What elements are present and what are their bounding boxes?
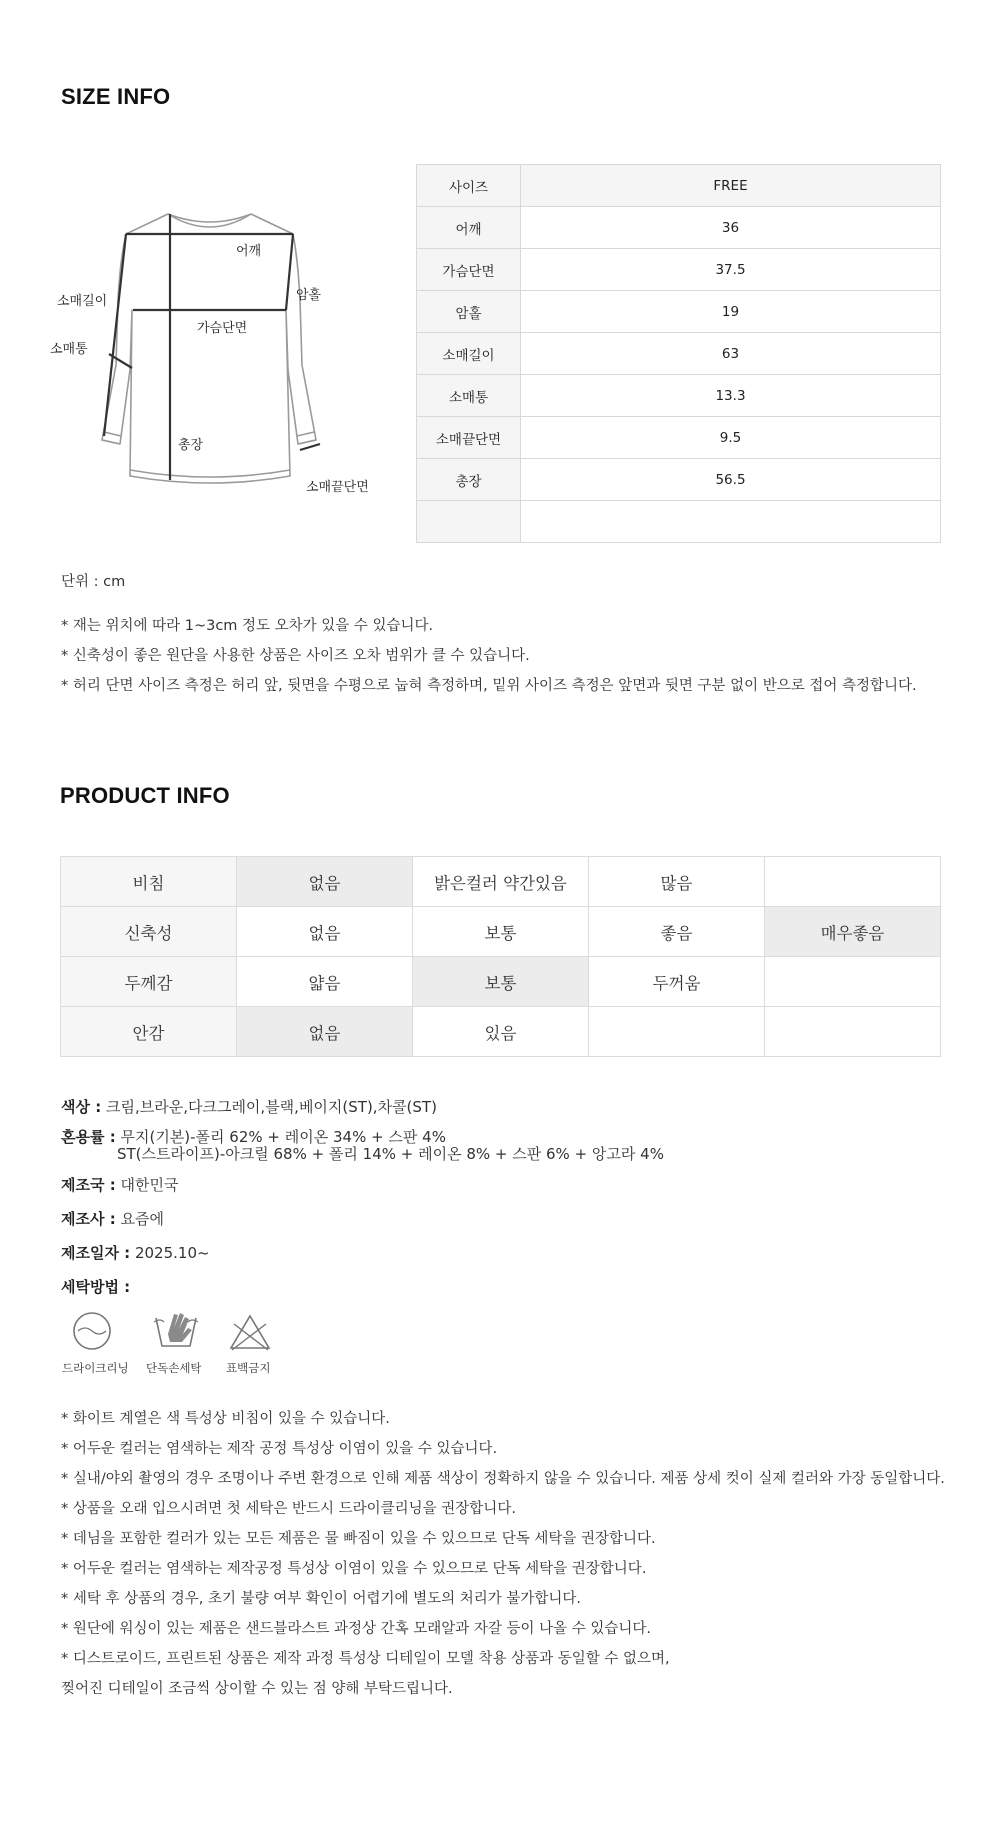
product-note: * 실내/야외 촬영의 경우 조명이나 주변 환경으로 인해 제품 색상이 정확하지 않을 수 있습니다. 제품 상세 컷이 실제 컬러와 가장 동일합니다. <box>61 1471 945 1487</box>
size-row-label: 소매통 <box>417 375 521 417</box>
diagram-label-sleeve-width: 소매통 <box>50 342 88 357</box>
product-note: * 데님을 포함한 컬러가 있는 모든 제품은 물 빠짐이 있을 수 있으므로 단독 세탁을 권장합니다. <box>61 1531 656 1547</box>
size-row-value <box>521 501 941 543</box>
diagram-label-shoulder: 어깨 <box>236 244 262 259</box>
diagram-label-chest: 가슴단면 <box>197 321 248 336</box>
attribute-option <box>765 1007 941 1057</box>
size-table-row <box>417 375 941 417</box>
product-note: * 세탁 후 상품의 경우, 초기 불량 여부 확인이 어렵기에 별도의 처리가 불가합니다. <box>61 1591 581 1607</box>
size-table-row <box>417 417 941 459</box>
size-table-row <box>417 459 941 501</box>
product-note: * 어두운 컬러는 염색하는 제작공정 특성상 이염이 있을 수 있으므로 단독 세탁을 권장합니다. <box>61 1561 647 1577</box>
size-info-title: SIZE INFO <box>61 84 171 109</box>
size-row-label: 총장 <box>417 459 521 501</box>
size-diagram <box>40 200 380 500</box>
spec-material <box>61 1129 664 1163</box>
size-row-label: 암홀 <box>417 291 521 333</box>
care-label: 드라이크리닝 <box>62 1361 129 1375</box>
size-row-label: 가슴단면 <box>417 249 521 291</box>
product-note: 찢어진 디테일이 조금씩 상이할 수 있는 점 양해 부탁드립니다. <box>61 1681 453 1697</box>
attribute-option <box>589 1007 765 1057</box>
size-table <box>416 164 941 543</box>
attribute-option: 있음 <box>413 1007 589 1057</box>
size-note: * 재는 위치에 따라 1~3cm 정도 오차가 있을 수 있습니다. <box>61 618 434 634</box>
attribute-label: 안감 <box>61 1007 237 1057</box>
product-note: * 원단에 워싱이 있는 제품은 샌드블라스트 과정상 간혹 모래알과 자갈 등이 나올 수 있습니다. <box>61 1621 652 1637</box>
attribute-option-selected: 없음 <box>237 857 413 907</box>
size-row-label <box>417 501 521 543</box>
spec-country-value: 대한민국 <box>120 1176 179 1194</box>
diagram-label-cuff: 소매끝단면 <box>306 480 369 495</box>
attribute-option: 얇음 <box>237 957 413 1007</box>
spec-material-line2: ST(스트라이프)-아크릴 68% + 폴리 14% + 레이온 8% + 스판 6% + 앙고라 4% <box>117 1145 664 1163</box>
size-row-label: 어깨 <box>417 207 521 249</box>
hand-wash-icon <box>152 1310 200 1352</box>
spec-maker <box>61 1208 164 1229</box>
attribute-label: 비침 <box>61 857 237 907</box>
size-unit: 단위 : cm <box>61 574 126 590</box>
product-note: * 상품을 오래 입으시려면 첫 세탁은 반드시 드라이클리닝을 권장합니다. <box>61 1501 516 1517</box>
attribute-option: 좋음 <box>589 907 765 957</box>
size-table-row <box>417 333 941 375</box>
attribute-option: 두꺼움 <box>589 957 765 1007</box>
attribute-option: 밝은컬러 약간있음 <box>413 857 589 907</box>
product-attribute-table <box>60 856 941 1057</box>
size-row-value: 19 <box>521 291 941 333</box>
attribute-option-selected: 없음 <box>237 1007 413 1057</box>
size-table-row <box>417 249 941 291</box>
product-note: * 어두운 컬러는 염색하는 제작 공정 특성상 이염이 있을 수 있습니다. <box>61 1441 498 1457</box>
spec-maker-label: 제조사 : <box>61 1210 116 1228</box>
diagram-label-sleeve-length: 소매길이 <box>57 294 108 309</box>
size-table-header <box>417 165 941 207</box>
spec-material-line1: 무지(기본)-폴리 62% + 레이온 34% + 스판 4% <box>120 1128 446 1146</box>
size-table-row <box>417 207 941 249</box>
product-info-title: PRODUCT INFO <box>60 783 230 808</box>
attribute-option: 보통 <box>413 907 589 957</box>
spec-date-value: 2025.10~ <box>134 1244 210 1262</box>
attribute-option <box>765 857 941 907</box>
size-row-label: 소매끝단면 <box>417 417 521 459</box>
attribute-option <box>765 957 941 1007</box>
spec-material-label: 혼용률 : <box>61 1128 116 1146</box>
attribute-row-sheerness <box>61 857 941 907</box>
diagram-label-armhole: 암홀 <box>296 288 322 303</box>
attribute-row-thickness <box>61 957 941 1007</box>
sweater-diagram-illustration <box>40 200 380 500</box>
care-label: 표백금지 <box>226 1361 271 1375</box>
attribute-option: 없음 <box>237 907 413 957</box>
spec-maker-value: 요즘에 <box>120 1210 164 1228</box>
size-table-row <box>417 501 941 543</box>
attribute-option-selected: 보통 <box>413 957 589 1007</box>
attribute-option: 많음 <box>589 857 765 907</box>
attribute-option-selected: 매우좋음 <box>765 907 941 957</box>
attribute-row-elasticity <box>61 907 941 957</box>
dry-clean-icon <box>70 1311 114 1351</box>
no-bleach-icon <box>228 1312 272 1352</box>
care-label: 단독손세탁 <box>146 1361 202 1375</box>
spec-country-label: 제조국 : <box>61 1176 116 1194</box>
size-table-header-value: FREE <box>521 165 941 207</box>
size-table-header-label: 사이즈 <box>417 165 521 207</box>
size-row-value: 56.5 <box>521 459 941 501</box>
spec-color-label: 색상 : <box>61 1098 102 1116</box>
spec-wash <box>61 1276 130 1297</box>
spec-color-value: 크림,브라운,다크그레이,블랙,베이지(ST),차콜(ST) <box>105 1098 437 1116</box>
size-row-value: 9.5 <box>521 417 941 459</box>
spec-date <box>61 1242 210 1263</box>
product-note: * 화이트 계열은 색 특성상 비침이 있을 수 있습니다. <box>61 1411 390 1427</box>
product-note: * 디스트로이드, 프린트된 상품은 제작 과정 특성상 디테일이 모델 착용 상품과 동일할 수 없으며, <box>61 1651 670 1667</box>
attribute-row-lining <box>61 1007 941 1057</box>
size-row-label: 소매길이 <box>417 333 521 375</box>
size-row-value: 13.3 <box>521 375 941 417</box>
spec-wash-label: 세탁방법 : <box>61 1278 131 1296</box>
size-note: * 허리 단면 사이즈 측정은 허리 앞, 뒷면을 수평으로 눕혀 측정하며, 밑위 사이즈 측정은 앞면과 뒷면 구분 없이 반으로 접어 측정합니다. <box>61 678 917 694</box>
attribute-label: 두께감 <box>61 957 237 1007</box>
size-row-value: 36 <box>521 207 941 249</box>
spec-date-label: 제조일자 : <box>61 1244 131 1262</box>
spec-country <box>61 1174 178 1195</box>
spec-color <box>61 1096 437 1117</box>
diagram-label-total-length: 총장 <box>178 438 204 453</box>
size-row-value: 63 <box>521 333 941 375</box>
size-row-value: 37.5 <box>521 249 941 291</box>
size-note: * 신축성이 좋은 원단을 사용한 상품은 사이즈 오차 범위가 클 수 있습니다. <box>61 648 530 664</box>
size-table-row <box>417 291 941 333</box>
attribute-label: 신축성 <box>61 907 237 957</box>
